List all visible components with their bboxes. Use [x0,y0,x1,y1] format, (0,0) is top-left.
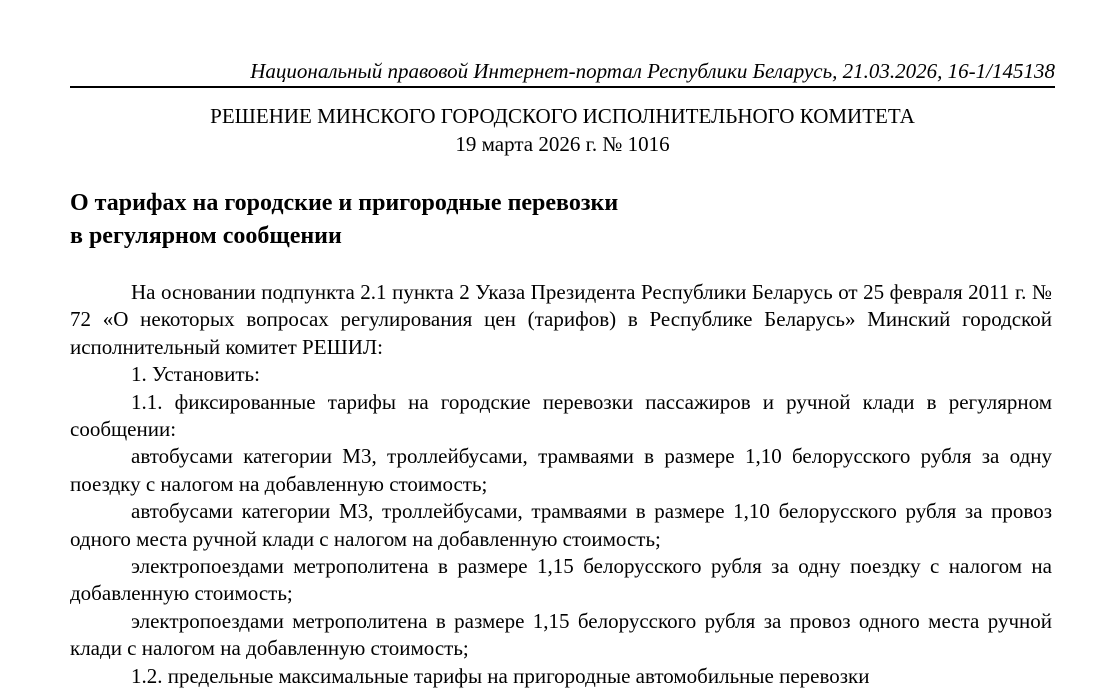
document-date-number: 19 марта 2026 г. № 1016 [455,132,670,156]
clause-1-1: 1.1. фиксированные тарифы на городские перевозки пассажиров и ручной клади в регулярном сообщении: [70,389,1052,442]
document-title-line-2: в регулярном сообщении [70,223,342,249]
clause-1-2: 1.2. предельные максимальные тарифы на пригородные автомобильные перевозки [131,663,870,688]
document-body [70,279,1052,690]
document-title [70,187,1055,253]
portal-header: Национальный правовой Интернет-портал Республики Беларусь, 21.03.2026, 16-1/145138 [70,58,1055,88]
document-title-line-1: О тарифах на городские и пригородные перевозки [70,190,619,216]
clause-1: 1. Установить: [131,362,260,387]
tariff-item-metro-trip: электропоездами метрополитена в размере 1,15 белорусского рубля за одну поездку с налогом на добавленную стоимость; [70,554,1052,606]
document-type: РЕШЕНИЕ МИНСКОГО ГОРОДСКОГО ИСПОЛНИТЕЛЬНОГО КОМИТЕТА [210,104,915,128]
preamble-paragraph: На основании подпункта 2.1 пункта 2 Указа Президента Республики Беларусь от 25 февраля 2011 г. № 72 «О некоторых вопросах регулирования цен (тарифов) в Республике Беларусь» Минский городской исполнительный комитет РЕШИЛ: [70,280,1052,359]
tariff-item-bus-trip: автобусами категории М3, троллейбусами, трамваями в размере 1,10 белорусского рубля за одну поездку с налогом на добавленную стоимость; [70,444,1052,496]
tariff-item-bus-luggage: автобусами категории М3, троллейбусами, трамваями в размере 1,10 белорусского рубля за провоз одного места ручной клади с налогом на добавленную стоимость; [70,499,1052,551]
tariff-item-metro-luggage: электропоездами метрополитена в размере 1,15 белорусского рубля за провоз одного места ручной клади с налогом на добавленную стоимость; [70,608,1052,661]
